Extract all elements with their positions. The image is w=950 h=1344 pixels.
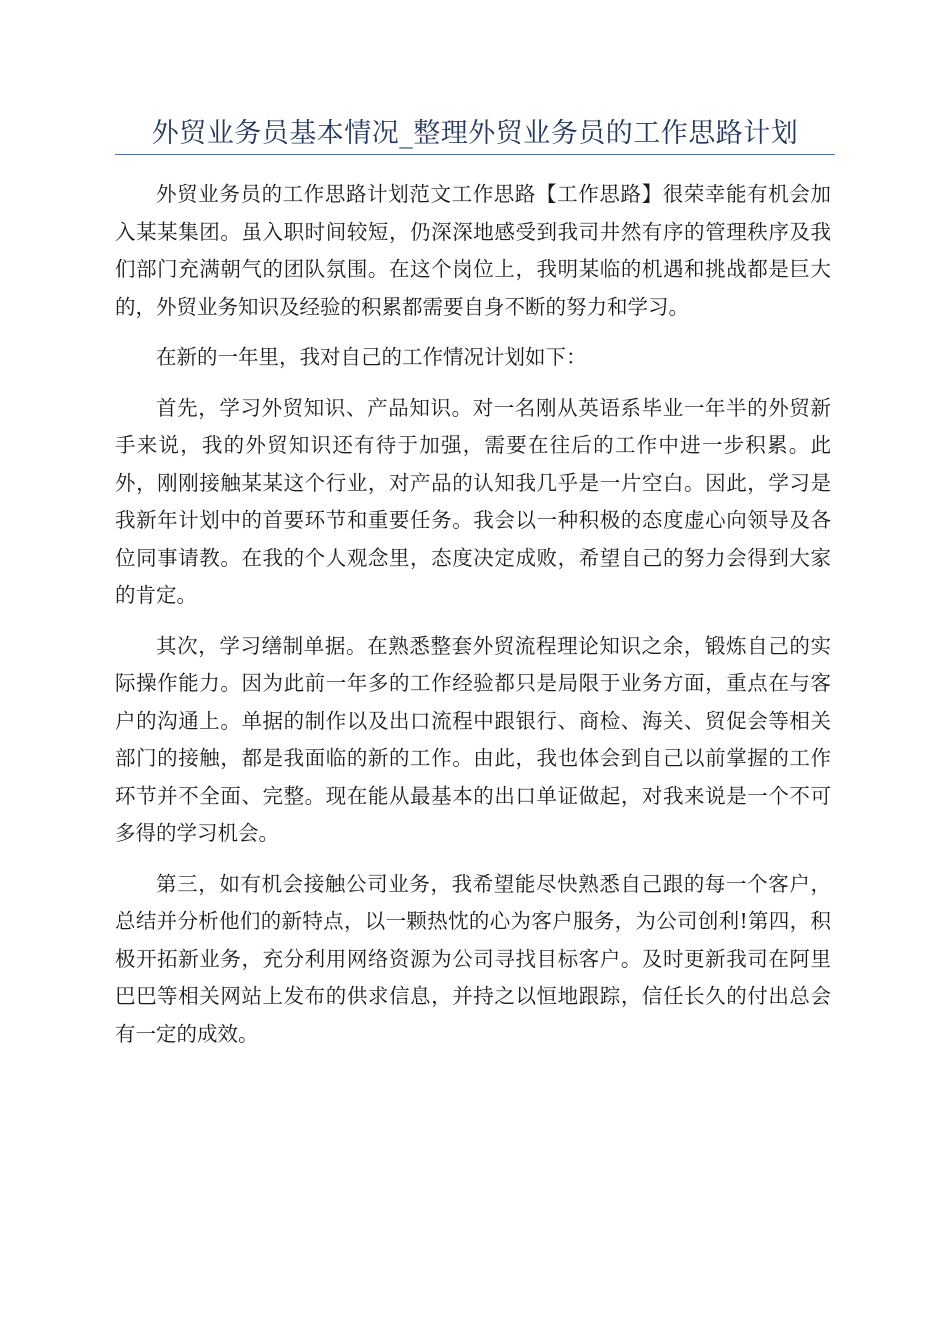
document-body: [115, 176, 831, 1066]
paragraph-third-fourth-points: 第三，如有机会接触公司业务，我希望能尽快熟悉自己跟的每一个客户，总结并分析他们的新特点，以一颗热忱的心为客户服务，为公司创利!第四，积极开拓新业务，充分利用网络资源为公司寻找目标客户。及时更新我司在阿里巴巴等相关网站上发布的供求信息，并持之以恒地跟踪，信任长久的付出总会有一定的成效。: [115, 871, 831, 1046]
title-underline-divider: [115, 154, 835, 155]
paragraph-first-point: 首先，学习外贸知识、产品知识。对一名刚从英语系毕业一年半的外贸新手来说，我的外贸知识还有待于加强，需要在往后的工作中进一步积累。此外，刚刚接触某某这个行业，对产品的认知我几乎是一片空白。因此，学习是我新年计划中的首要环节和重要任务。我会以一种积极的态度虚心向领导及各位同事请教。在我的个人观念里，态度决定成败，希望自己的努力会得到大家的肯定。: [115, 395, 831, 607]
paragraph-plan-lead: 在新的一年里，我对自己的工作情况计划如下：: [156, 345, 587, 369]
document-title: 外贸业务员基本情况_整理外贸业务员的工作思路计划: [151, 118, 799, 149]
paragraph-intro: 外贸业务员的工作思路计划范文工作思路【工作思路】很荣幸能有机会加入某某集团。虽入职时间较短，仍深深地感受到我司井然有序的管理秩序及我们部门充满朝气的团队氛围。在这个岗位上，我明某临的机遇和挑战都是巨大的，外贸业务知识及经验的积累都需要自身不断的努力和学习。: [115, 182, 831, 319]
paragraph-second-point: 其次，学习缮制单据。在熟悉整套外贸流程理论知识之余，锻炼自己的实际操作能力。因为此前一年多的工作经验都只是局限于业务方面，重点在与客户的沟通上。单据的制作以及出口流程中跟银行、商检、海关、贸促会等相关部门的接触，都是我面临的新的工作。由此，我也体会到自己以前掌握的工作环节并不全面、完整。现在能从最基本的出口单证做起，对我来说是一个不可多得的学习机会。: [115, 633, 831, 845]
